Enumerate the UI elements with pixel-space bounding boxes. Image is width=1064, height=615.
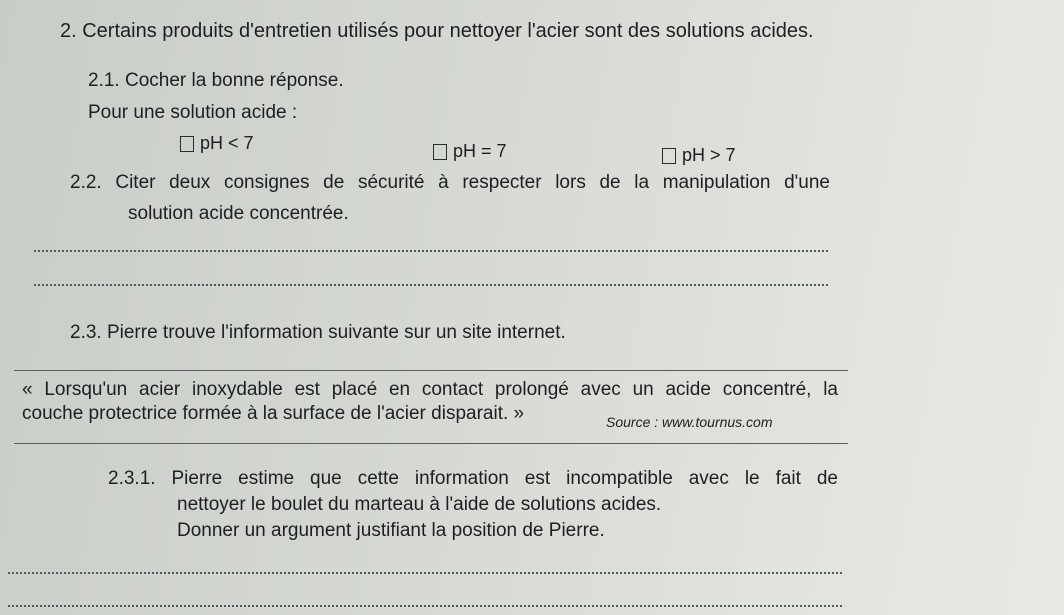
option-label: pH = 7	[453, 141, 507, 161]
answer-line-2-2-a[interactable]	[34, 250, 828, 252]
checkbox-ph-equal-7[interactable]	[433, 144, 447, 160]
question-2-1-title: 2.1. Cocher la bonne réponse.	[88, 70, 344, 91]
option-label: pH > 7	[682, 145, 736, 165]
question-2-1-intro: Pour une solution acide :	[88, 102, 298, 123]
question-2-3-1-line1: 2.3.1. Pierre estime que cette information est incompatible avec le fait de	[108, 468, 838, 489]
question-2-2-line2: solution acide concentrée.	[128, 203, 349, 224]
option-ph-equal-7[interactable]	[433, 141, 507, 162]
answer-line-2-2-b[interactable]	[34, 284, 828, 286]
question-2-2-line1: 2.2. Citer deux consignes de sécurité à respecter lors de la manipulation d'une	[70, 172, 830, 193]
quote-line1: « Lorsqu'un acier inoxydable est placé en contact prolongé avec un acide concentré, la	[22, 379, 838, 400]
quote-line2: couche protectrice formée à la surface de l'acier disparait. »	[22, 403, 525, 424]
answer-line-2-3-1-a[interactable]	[8, 572, 842, 574]
option-ph-less-than-7[interactable]	[180, 133, 254, 154]
option-label: pH < 7	[200, 133, 254, 153]
question-2-3-1-line2: nettoyer le boulet du marteau à l'aide de solutions acides.	[177, 494, 662, 515]
answer-line-2-3-1-b[interactable]	[8, 605, 842, 607]
question-2-text: 2. Certains produits d'entretien utilisés pour nettoyer l'acier sont des solutions acides.	[60, 20, 814, 42]
checkbox-ph-less-than-7[interactable]	[180, 136, 194, 152]
question-2-3-title: 2.3. Pierre trouve l'information suivante sur un site internet.	[70, 322, 566, 343]
option-ph-greater-than-7[interactable]	[662, 145, 736, 166]
question-2-3-1-line3: Donner un argument justifiant la position de Pierre.	[177, 520, 605, 541]
quote-source: Source : www.tournus.com	[606, 414, 773, 430]
checkbox-ph-greater-than-7[interactable]	[662, 148, 676, 164]
